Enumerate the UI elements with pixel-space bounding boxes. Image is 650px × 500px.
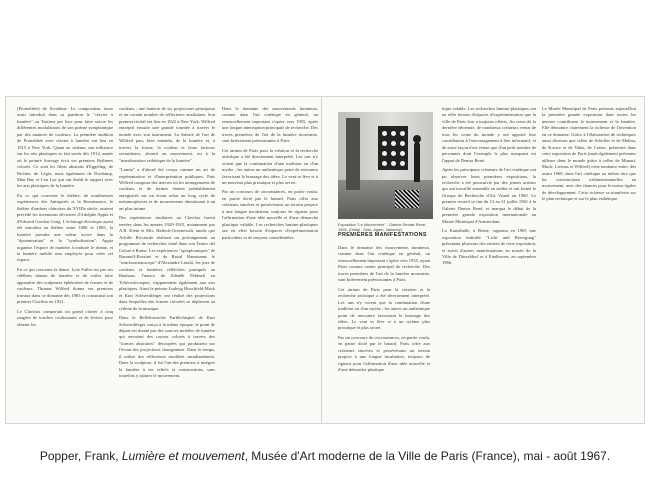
paragraph: "Lumia" a d'abord été conçu comme un art de représentation et d'interprétation publiques. Puis Wilfred composa des œuvres où les arrangements de couleurs et de formes étaient préalablement enregistrés sur un écran selon un long cycle de métamorphoses et de mouvements aboutissant à un art plus intime. — [119, 167, 215, 211]
paragraph: En ce qui concerne le théâtre, de nombreuses expériences des Antiquités et la Renaissance, le théâtre d'ombres chinoises du XVIIIe siècle, avaient précédé les inventions décisives d'Adolphe Appia et d'Edward Gordon Craig. L'éclairage électrique ayant été introduit au théâtre entre 1880 et 1885, la lumière prendra une valeur active dans la "dynamisation" et la "symbolisation". Appia organise l'espace de manière à traduire le drame, et la lumière mobile sera employée pour créer cet espace. — [17, 192, 113, 263]
text-column-6 — [542, 106, 636, 406]
paragraph: Des expériences similaires au Clavilux furent tentées dans les années 1920-1925, notamment par A.B. Klein et Mrs. Hallock-Greenewalt, tandis que Achille Ricciardo réalisait un prolongement au programme de recherches tenté dans son Teatro del Colore à Rome. Les expériences "optophoniques" de Baranoff-Rossiné et de Raoul Hausmann, le "sonchromatoscope" d'Alexandre László, les jeux de couleurs et lumières réfléchies pratiqués au Bauhaus, l'œuvre de Zdeněk Pešánek en Tchécoslovaquie, s'apparentent également aux arts plastiques. Ainsi le peintre Ludwig Hirschfeld-Mack et Kurt Schwerdtfeger ont réalisé des projections dans lesquelles des formes colorées se déplacent au rythme de la musique. — [119, 215, 215, 311]
text-column-5 — [442, 106, 536, 406]
paragraph: Cet atrium de Paris pour la création et la recherche artistique a été directement interprété. Les uns n'y voient que la continuation d'une tradition ou d'un mythe ; les autres un authentique point de rencontre favorisant le brassage des idées. Le vent se lève et à un nouveau plus prosaïque et plus secret. — [222, 147, 318, 185]
photo-visitor — [414, 142, 420, 182]
paragraph: La Kunsthalle, à Berne, organisa en 1965 une exposition intitulée "Licht und Bewegung" présentant plusieurs des artistes de cette exposition, et suivit d'autres manifestations au musée de la Ville de Düsseldorf et à Eindhoven, en septembre 1966. — [442, 228, 536, 266]
photo-op-art-panel — [395, 190, 419, 208]
page-fold — [321, 96, 322, 424]
paragraph: Cet atrium de Paris pour la création et la recherche artistique a été diversement interprété. Les uns n'y voient que la continuation d'une tradition ou d'un mythe ; les autres un authentique point de rencontre favorisant le brassage des idées. Le vent se lève et à un rythme plus prosaïque et plus secret. — [338, 286, 430, 331]
paragraph: Par un concours de circonstances, en partie voulu, en partie dicté par le hasard, Paris offre aux créateurs sincères et persévérants un terrain propice à une longue incubation, toujours de rigueur pour l'affirmation d'une idée nouvelle et d'une démarche plastique valable. Les recherches lumino-plastiques ont en effet besoin d'espaces d'expérimentation particuliers et de moyens considérables. — [222, 189, 318, 240]
text-column-4 — [338, 245, 430, 405]
text-column-2 — [119, 106, 215, 406]
photo-sculpture — [346, 118, 360, 190]
paragraph: (Prométhée) de Scriabine. Le compositeur russe avait introduit dans sa partition le "clavier à lumière" ou Tastiera per luce pour faire suivre les différentes modulations de son poème symphonique par des nuances de couleurs. La première audition de Prométhée avec clavier à lumière eut lieu en 1915 à New York. Quant au cinéma, son influence sur les arts plastiques se fait sentir dès 1912, année où le peintre Survage écrit ses premiers Rythmes colorés. Ce sont les films abstraits d'Eggeling, de Richter, de Léger, mais également de Duchamp, Man Ray et Len Lye qui ont établi le rapport avec les arts plastiques de la lumière. — [17, 106, 113, 189]
paragraph: Dans le Reflektorische Farblichtspiel de Kurt Schwerdtfeger conçu à la même époque, le point de départ est donné par des sources mobiles de lumière qui envoient des rayons colorés à travers des "formes abstraites" découpées qui produisent sur l'écran des projections changeantes. Dans le temps, il utilise des réflecteurs modifiés simultanément. Dans la sculpture, il fut l'un des premiers à intégrer la lumière à ses reliefs et constructions, sans toutefois y ajouter le mouvement. — [119, 315, 215, 379]
paragraph: Dans le domaine des mouvements lumineux, comme dans l'art cinétique en général, un renouvellement important s'opère vers 1955, ayant Paris comme centre principal de recherche. Des traces premières de l'art de la lumière mouvante, sont brièvement préexistantes à Paris. — [338, 245, 430, 283]
photo-caption: Exposition "Le Mouvement" - Galerie Denise René, 1955. (Détail : Soto, Agam, Vasarely). — [338, 222, 427, 232]
citation-details: , Musée d'Art moderne de la Ville de Paris (France), mai - août 1967. — [244, 449, 611, 463]
paragraph: Dans le domaine des mouvements lumineux, comme dans l'art cinétique en général, un renouvellement important s'opère vers 1955, après une longue interruption principale de recherche. Des traces premières de l'art de la lumière mouvante, sont brièvement préexistantes à Paris. — [222, 106, 318, 144]
paragraph: En ce qui concerne la danse, Loïe Fuller sut par ses célèbres danses de lumière et de voiles faire apparaître des sculptures éphémères de formes et de couleurs. Thomas Wilfred donna ses premiers travaux dans ce domaine dès 1905 et construisit son premier Clavilux en 1921. — [17, 266, 113, 305]
text-column-3 — [222, 106, 318, 406]
paragraph: couleurs ; une batterie de six projecteurs principaux et un certain nombre de réflecteurs auxiliaires. Son premier récital eut lieu en 1922 à New York. Wilfred entreprit ensuite une grande tournée à travers le monde avec son instrument. La théorie de l'art de Wilfred part, bien entendu, de la lumière et, à travers la forme, la couleur et leurs facteurs secondaires, aboutit au mouvement, ou à la "manifestation esthétique de la lumière". — [119, 106, 215, 163]
paragraph: Après les principaux créateurs de l'art cinétique ont pu observer leurs premières expositions, la recherche a été poursuivie par des jeunes artistes qui ont travaillé ensemble en atelier et ont formé le Groupe de Recherche d'Art Visuel en 1960. Le premier recueil se tint du 13 au 31 juillet 1961 à la Galerie Denise René, et marqua le début de la première grande exposition internationale au Musée Municipal d'Amsterdam. — [442, 167, 536, 224]
paragraph: Le Musée Municipal de Paris présente aujourd'hui la première grande exposition dont toutes les œuvres contribuent le mouvement et la lumière. Elle démontre clairement la richesse de l'invention en ce domaine. Grâce à l'élaboration de techniques aussi diverses que celles de Schöffer et de Malina, de Kosice et de Takis, de Castro, présentes dans cette exposition de Paris (mais également présentes ailleurs dans le monde grâce à celles de Munari, Mack, Livinus et Wilfred) cette tendance entre, dès avant 1960, dans l'art cinétique au même titre que les constructions tridimensionnelles en mouvement, avec des chances pour le moins égales de développement. Cette richesse se manifeste sur le plan technique et sur le plan esthétique. — [542, 106, 636, 202]
photo-artwork-panel — [378, 126, 408, 170]
exhibition-photo — [338, 112, 433, 219]
text-column-1 — [17, 106, 113, 406]
source-citation — [0, 449, 650, 463]
paragraph: Par un concours de circonstances, en partie voulu, en partie dicté par le hasard, Paris offre aux créateurs sincères et persévérants un terrain propice à une longue incubation, toujours de rigueur pour l'affirmation d'une idée nouvelle et d'une démarche plastique — [338, 334, 430, 373]
citation-title: Lumière et mouvement — [121, 449, 245, 463]
paragraph: tique valable. Les recherches lumino-plastiques ont en effet besoin d'espaces d'expérimentation que la ville de Paris leur a toujours offerts. Au cours de la dernière décennie, de nombreux créateurs venus de tous les coins du monde y ont apporté leur contribution à l'encouragement à être informatif, et de toute façon n'est venue que d'un petit nombre de personnes dont l'exemple le plus marquant est l'appui de Denise René. — [442, 106, 536, 163]
citation-authors: Popper, Frank, — [39, 449, 122, 463]
paragraph: Le Clavilux comportait un grand clavier à cinq rangées de touches coulissantes et de leviers pour obtenir les — [17, 308, 113, 327]
section-heading: PREMIÈRES MANIFESTATIONS — [338, 232, 427, 238]
